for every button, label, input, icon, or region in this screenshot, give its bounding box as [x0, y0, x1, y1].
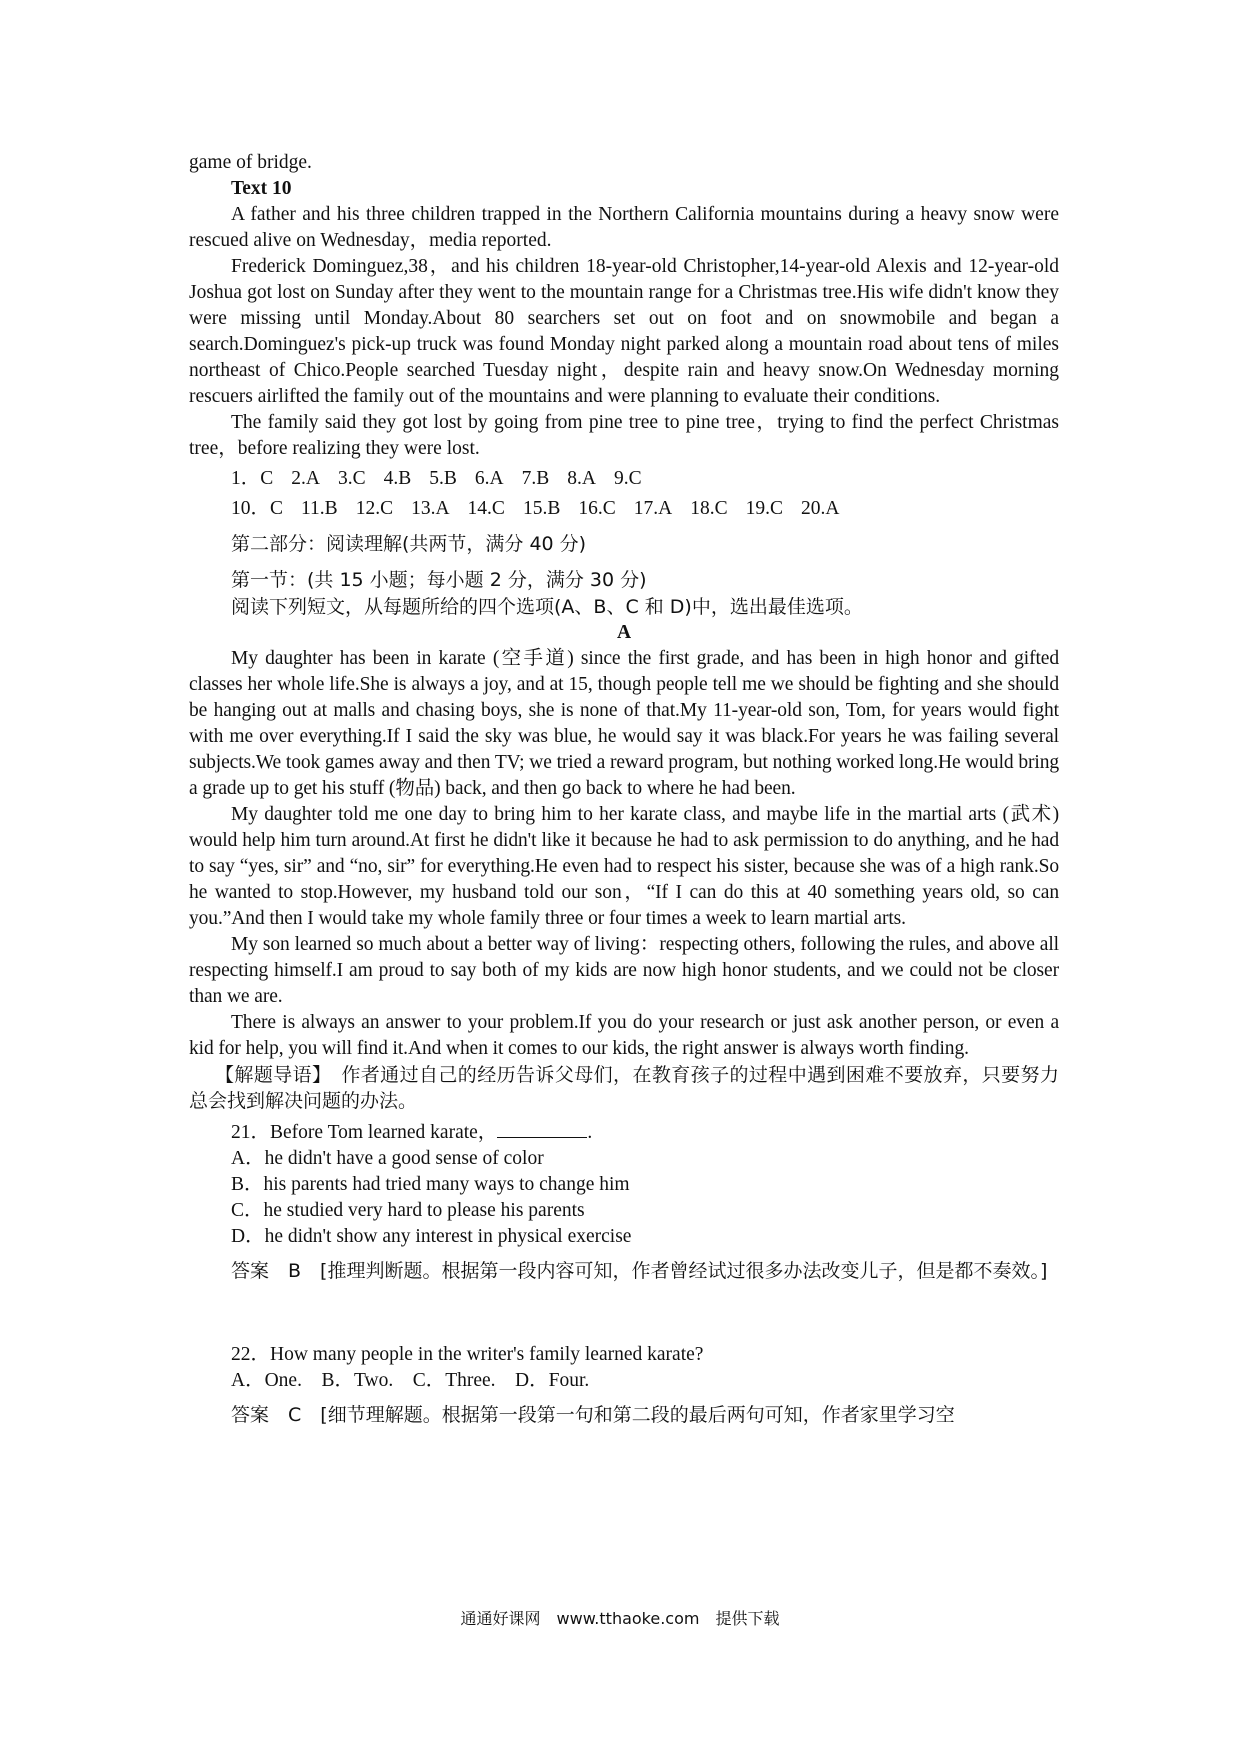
question-21-stem — [189, 1120, 1059, 1146]
answer-key-item: 7.B — [521, 468, 550, 489]
question-22-answer — [189, 1398, 1059, 1432]
answer-key-row-1 — [189, 466, 1059, 492]
answer-key-item: 16.C — [578, 498, 616, 519]
solving-guide: 【解题导语】 作者通过自己的经历告诉父母们，在教育孩子的过程中遇到困难不要放弃，只要努力总会找到解决问题的办法。 — [189, 1064, 1059, 1112]
answer-key-item: 12.C — [355, 498, 394, 519]
answer-key-item: 2.A — [291, 468, 320, 489]
passage-paragraph: There is always an answer to your problem.If you do your research or just ask another person, or even a kid for help, you will find it.And when it comes to our kids, the right answer is always worth finding. — [189, 1012, 1059, 1059]
answer-key-item: 10．C — [231, 498, 284, 519]
text10-heading: Text 10 — [231, 178, 292, 199]
answer-explanation: [推理判断题。根据第一段内容可知，作者曾经试过很多办法改变儿子，但是都不奏效。] — [320, 1260, 1048, 1282]
part2-title: 第二部分：阅读理解(共两节，满分 40 分) — [231, 533, 587, 555]
question-22-options: A．One. B．Two. C．Three. D．Four. — [231, 1370, 590, 1391]
answer-key-item: 13.A — [411, 498, 450, 519]
question-21-option-a: A．he didn't have a good sense of color — [231, 1148, 544, 1169]
answer-key-item: 15.B — [522, 498, 561, 519]
answer-key-item: 11.B — [301, 498, 338, 519]
answer-key-item: 8.A — [567, 468, 596, 489]
question-21-option-d: D．he didn't show any interest in physical exercise — [231, 1226, 632, 1247]
answer-key-item: 1．C — [231, 468, 274, 489]
question-21-answer — [189, 1254, 1059, 1288]
answer-key-item: 3.C — [337, 468, 366, 489]
answer-key-item: 18.C — [690, 498, 728, 519]
passage-paragraph: My son learned so much about a better way of living：respecting others, following the rules, and above all respecting himself.I am proud to say both of my kids are now high honor students, and we could not be closer than we are. — [189, 934, 1059, 1007]
passage-label: A — [616, 622, 632, 643]
answer-key-item: 9.C — [613, 468, 642, 489]
text10-paragraph: A father and his three children trapped in the Northern California mountains during a heavy snow were rescued alive on Wednesday，media reported. — [189, 204, 1059, 251]
text-continuation: game of bridge. — [189, 152, 312, 173]
answer-explanation: [细节理解题。根据第一段第一句和第二段的最后两句可知，作者家里学习空 — [320, 1404, 955, 1426]
text10-paragraph: The family said they got lost by going from pine tree to pine tree，trying to find the perfect Christmas tree，before realizing they were lost. — [189, 412, 1059, 459]
answer-key-item: 5.B — [429, 468, 457, 489]
answer-key-item: 6.A — [474, 468, 504, 489]
question-22-stem: 22．How many people in the writer's family learned karate? — [231, 1344, 704, 1365]
question-stem-end: . — [587, 1122, 593, 1143]
answer-key-item: 19.C — [745, 498, 783, 519]
passage-paragraph: My daughter told me one day to bring him to her karate class, and maybe life in the martial arts (武术) would help him turn around.At first he didn't like it because he had to ask permission to do anything, and he had to say “yes, sir” and “no, sir” for everything.He even had to respect his sister, because she was of a high rank.So he wanted to stop.However, my husband told our son，“If I can do this at 40 something years old, so can you.”And then I would take my whole family three or four times a week to learn martial arts. — [189, 804, 1059, 929]
text10-paragraph: Frederick Dominguez,38，and his children 18-year-old Christopher,14-year-old Alexis and 12-year-old Joshua got lost on Sunday after they went to the mountain range for a Christmas tree.His wife didn't know they were missing until Monday.About 80 searchers set out on foot and on snowmobile and began a search.Dominguez's pick-up truck was found Monday night parked along a mountain road about tens of miles northeast of Chico.People searched Tuesday night，despite rain and heavy snow.On Wednesday morning rescuers airlifted the family out of the mountains and were planning to evaluate their conditions. — [189, 256, 1059, 407]
question-stem-text: 21．Before Tom learned karate， — [231, 1122, 498, 1143]
answer-key-item: 4.B — [383, 468, 412, 489]
answer-key-item: 14.C — [467, 498, 505, 519]
reading-instruction: 阅读下列短文，从每题所给的四个选项(A、B、C 和 D)中，选出最佳选项。 — [231, 596, 863, 618]
answer-key-item: 20.A — [800, 498, 840, 519]
answer-label: 答案 C — [231, 1404, 321, 1426]
section1-title: 第一节：(共 15 小题；每小题 2 分，满分 30 分) — [231, 569, 647, 591]
answer-key-row-2 — [189, 496, 1059, 522]
question-21-option-c: C．he studied very hard to please his parents — [231, 1200, 585, 1221]
question-21-option-b: B．his parents had tried many ways to change him — [231, 1174, 630, 1195]
page-content — [189, 150, 1059, 1432]
page-footer: 通通好课网 www.tthaoke.com 提供下载 — [460, 1609, 780, 1628]
answer-blank — [497, 1121, 587, 1138]
answer-label: 答案 B — [231, 1260, 321, 1282]
answer-key-item: 17.A — [633, 498, 673, 519]
passage-paragraph: My daughter has been in karate (空手道) since the first grade, and has been in high honor and gifted classes her whole life.She is always a joy, and at 15, though people tell me we should be fighting and she should be hanging out at malls and chasing boys, she is none of that.My 11-year-old son, Tom, for years would fight with me over everything.If I said the sky was blue, he would say it was black.For years he was failing several subjects.We took games away and then TV; we tried a reward program, but nothing worked long.He would bring a grade up to get his stuff (物品) back, and then go back to where he had been. — [189, 648, 1059, 799]
